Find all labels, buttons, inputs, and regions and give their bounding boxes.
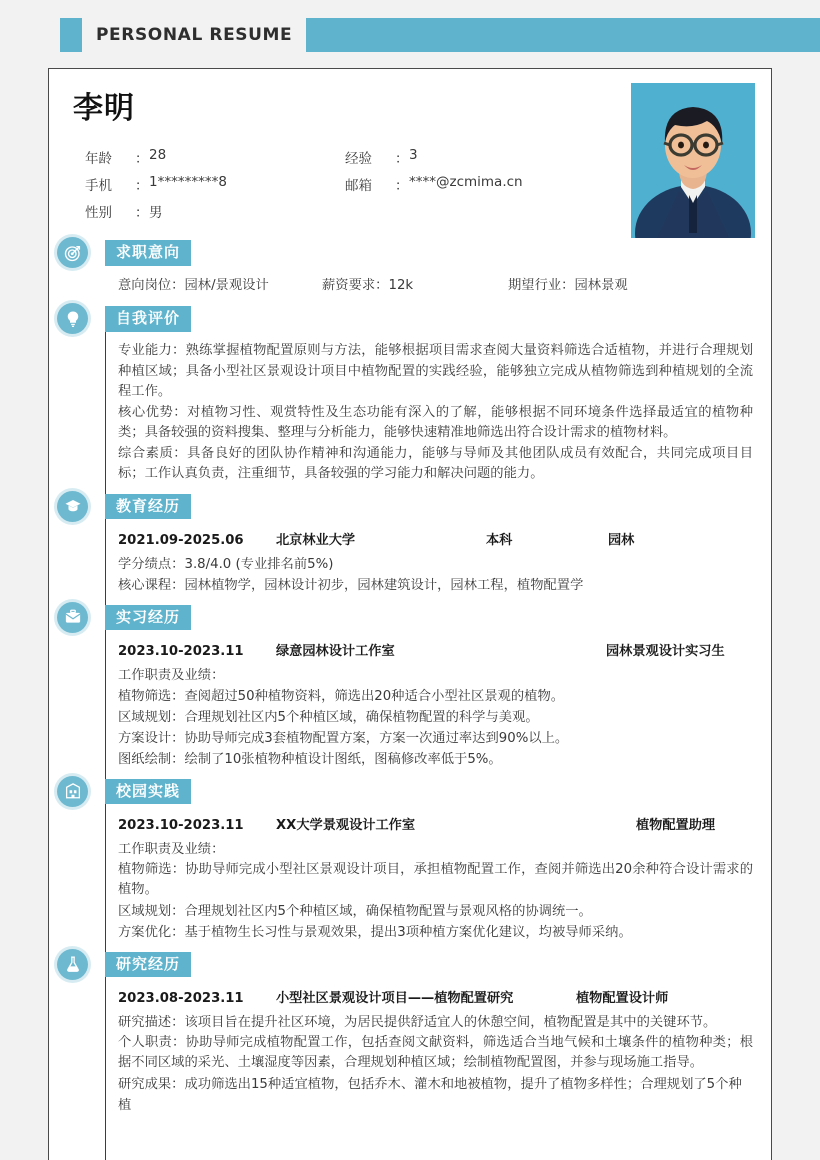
intent-position-value: 园林/景观设计 [184, 278, 269, 293]
section-header [85, 491, 771, 523]
personal-info-grid [85, 143, 605, 224]
internship-company: 绿意园林设计工作室 [276, 643, 395, 659]
section-title: 教育经历 [105, 494, 191, 520]
section-body [85, 269, 771, 301]
section-research [49, 949, 771, 1120]
portrait-photo-icon [631, 83, 755, 238]
self-eval-paragraph: 综合素质：具备良好的团队协作精神和沟通能力，能够与导师及其他团队成员有效配合，共同完成项目目标；工作认真负责，注重细节，具备较强的学习能力和解决问题的能力。 [118, 445, 753, 481]
flask-icon [57, 949, 88, 980]
candidate-name: 李明 [73, 91, 135, 126]
education-school: 北京林业大学 [276, 532, 356, 548]
internship-intro: 工作职责及业绩： [118, 667, 225, 683]
section-header [85, 237, 771, 269]
self-eval-paragraph: 专业能力：熟练掌握植物配置原则与方法，能够根据项目需求查阅大量资料筛选合适植物，并进行合理规划种植区域；具备小型社区景观设计项目中植物配置的实践经验，能够独立完成从植物筛选到种植规划的全流程工作。 [118, 343, 753, 399]
self-eval-paragraph: 核心优势：对植物习性、观赏特性及生态功能有深入的了解，能够根据不同环境条件选择最适宜的植物种类；具备较强的资料搜集、整理与分析能力，能够快速精准地筛选出符合设计需求的植物材料。 [118, 404, 753, 440]
campus-date: 2023.10-2023.11 [118, 817, 244, 833]
info-field-phone [85, 174, 345, 194]
resume-header [49, 69, 771, 237]
intent-position-label: 意向岗位： [118, 278, 185, 293]
avatar [631, 83, 755, 238]
info-value: ****@zcmima.cn [409, 173, 523, 190]
campus-entry-header [118, 814, 753, 838]
internship-bullet: 方案设计：协助导师完成3套植物配置方案，方案一次通过率达到90%以上。 [118, 730, 569, 746]
info-field-experience [345, 147, 605, 167]
info-value: 28 [149, 146, 167, 163]
education-major: 园林 [608, 532, 635, 548]
internship-date: 2023.10-2023.11 [118, 643, 244, 659]
campus-intro: 工作职责及业绩： [118, 841, 225, 857]
section-education [49, 491, 771, 600]
research-bullet: 研究描述：该项目旨在提升社区环境，为居民提供舒适宜人的休憩空间，植物配置是其中的关键环节。 [118, 1014, 717, 1030]
research-entry-header [118, 987, 753, 1011]
section-job-intent [49, 237, 771, 301]
section-body [85, 981, 771, 1120]
campus-role: 植物配置助理 [636, 817, 716, 833]
section-title: 校园实践 [105, 779, 191, 805]
section-header [85, 776, 771, 808]
education-entry-header [118, 529, 753, 553]
info-colon: ： [135, 204, 149, 221]
info-label: 手机 [85, 177, 112, 194]
research-bullet: 个人职责：协助导师完成植物配置工作，包括查阅文献资料，筛选适合当地气候和土壤条件的植物种类；根据不同区域的采光、土壤湿度等因素，合理规划种植区域；绘制植物配置图，并参与现场施工指导。 [118, 1034, 753, 1070]
education-date: 2021.09-2025.06 [118, 532, 244, 548]
section-title: 研究经历 [105, 952, 191, 978]
info-label: 经验 [345, 150, 372, 167]
info-colon: ： [395, 150, 409, 167]
section-body [85, 634, 771, 774]
info-field-age [85, 147, 345, 167]
top-banner [0, 18, 820, 52]
internship-role: 园林景观设计实习生 [606, 643, 725, 659]
info-label: 性别 [85, 204, 112, 221]
section-header [85, 303, 771, 335]
section-body [85, 808, 771, 947]
research-bullet: 研究成果：成功筛选出15种适宜植物，包括乔木、灌木和地被植物，提升了植物多样性；合理规划了5个种植 [118, 1076, 742, 1113]
section-title: 自我评价 [105, 306, 191, 332]
lightbulb-icon [57, 303, 88, 334]
section-body [85, 335, 771, 489]
info-row [85, 170, 605, 197]
internship-bullet: 区域规划：合理规划社区内5个种植区域，确保植物配置的科学与美观。 [118, 709, 539, 725]
education-courses: 核心课程：园林植物学，园林设计初步，园林建筑设计，园林工程，植物配置学 [118, 577, 584, 593]
info-field-gender [85, 201, 345, 221]
section-internship [49, 602, 771, 774]
info-value: 1*********8 [149, 173, 227, 190]
section-self-evaluation [49, 303, 771, 489]
banner-title: PERSONAL RESUME [82, 18, 306, 52]
intent-salary-value: 12k [388, 278, 414, 293]
intent-position [118, 275, 322, 297]
info-field-email [345, 174, 605, 194]
research-date: 2023.08-2023.11 [118, 990, 244, 1006]
info-row [85, 143, 605, 170]
intent-industry-value: 园林景观 [574, 278, 628, 293]
education-degree: 本科 [486, 532, 513, 548]
section-title: 求职意向 [105, 240, 191, 266]
campus-org: XX大学景观设计工作室 [276, 817, 416, 833]
target-icon [57, 237, 88, 268]
info-value: 男 [149, 204, 163, 221]
info-row [85, 197, 605, 224]
intent-industry [508, 275, 628, 297]
internship-bullet: 图纸绘制：绘制了10张植物种植设计图纸，图稿修改率低于5%。 [118, 751, 502, 767]
intent-salary-label: 薪资要求： [322, 278, 389, 293]
intent-industry-label: 期望行业： [508, 278, 575, 293]
section-body [85, 523, 771, 600]
briefcase-icon [57, 602, 88, 633]
section-header [85, 602, 771, 634]
info-colon: ： [135, 177, 149, 194]
graduation-cap-icon [57, 491, 88, 522]
campus-bullet: 方案优化：基于植物生长习性与景观效果，提出3项种植方案优化建议，均被导师采纳。 [118, 924, 632, 940]
campus-bullet: 植物筛选：协助导师完成小型社区景观设计项目，承担植物配置工作，查阅并筛选出20余种符合设计需求的植物。 [118, 861, 753, 897]
info-label: 邮箱 [345, 177, 372, 194]
info-value: 3 [409, 146, 418, 163]
internship-bullet: 植物筛选：查阅超过50种植物资料，筛选出20种适合小型社区景观的植物。 [118, 688, 565, 704]
info-label: 年龄 [85, 150, 112, 167]
internship-entry-header [118, 640, 753, 664]
info-colon: ： [395, 177, 409, 194]
section-header [85, 949, 771, 981]
intent-row [118, 275, 753, 297]
research-role: 植物配置设计师 [576, 990, 669, 1006]
resume-page [48, 68, 772, 1160]
section-campus-practice [49, 776, 771, 947]
campus-building-icon [57, 776, 88, 807]
info-colon: ： [135, 150, 149, 167]
intent-salary [322, 275, 508, 297]
section-title: 实习经历 [105, 605, 191, 631]
campus-bullet: 区域规划：合理规划社区内5个种植区域，确保植物配置与景观风格的协调统一。 [118, 903, 592, 919]
research-project: 小型社区景观设计项目——植物配置研究 [276, 990, 514, 1006]
education-gpa: 学分绩点：3.8/4.0 (专业排名前5%) [118, 556, 334, 572]
